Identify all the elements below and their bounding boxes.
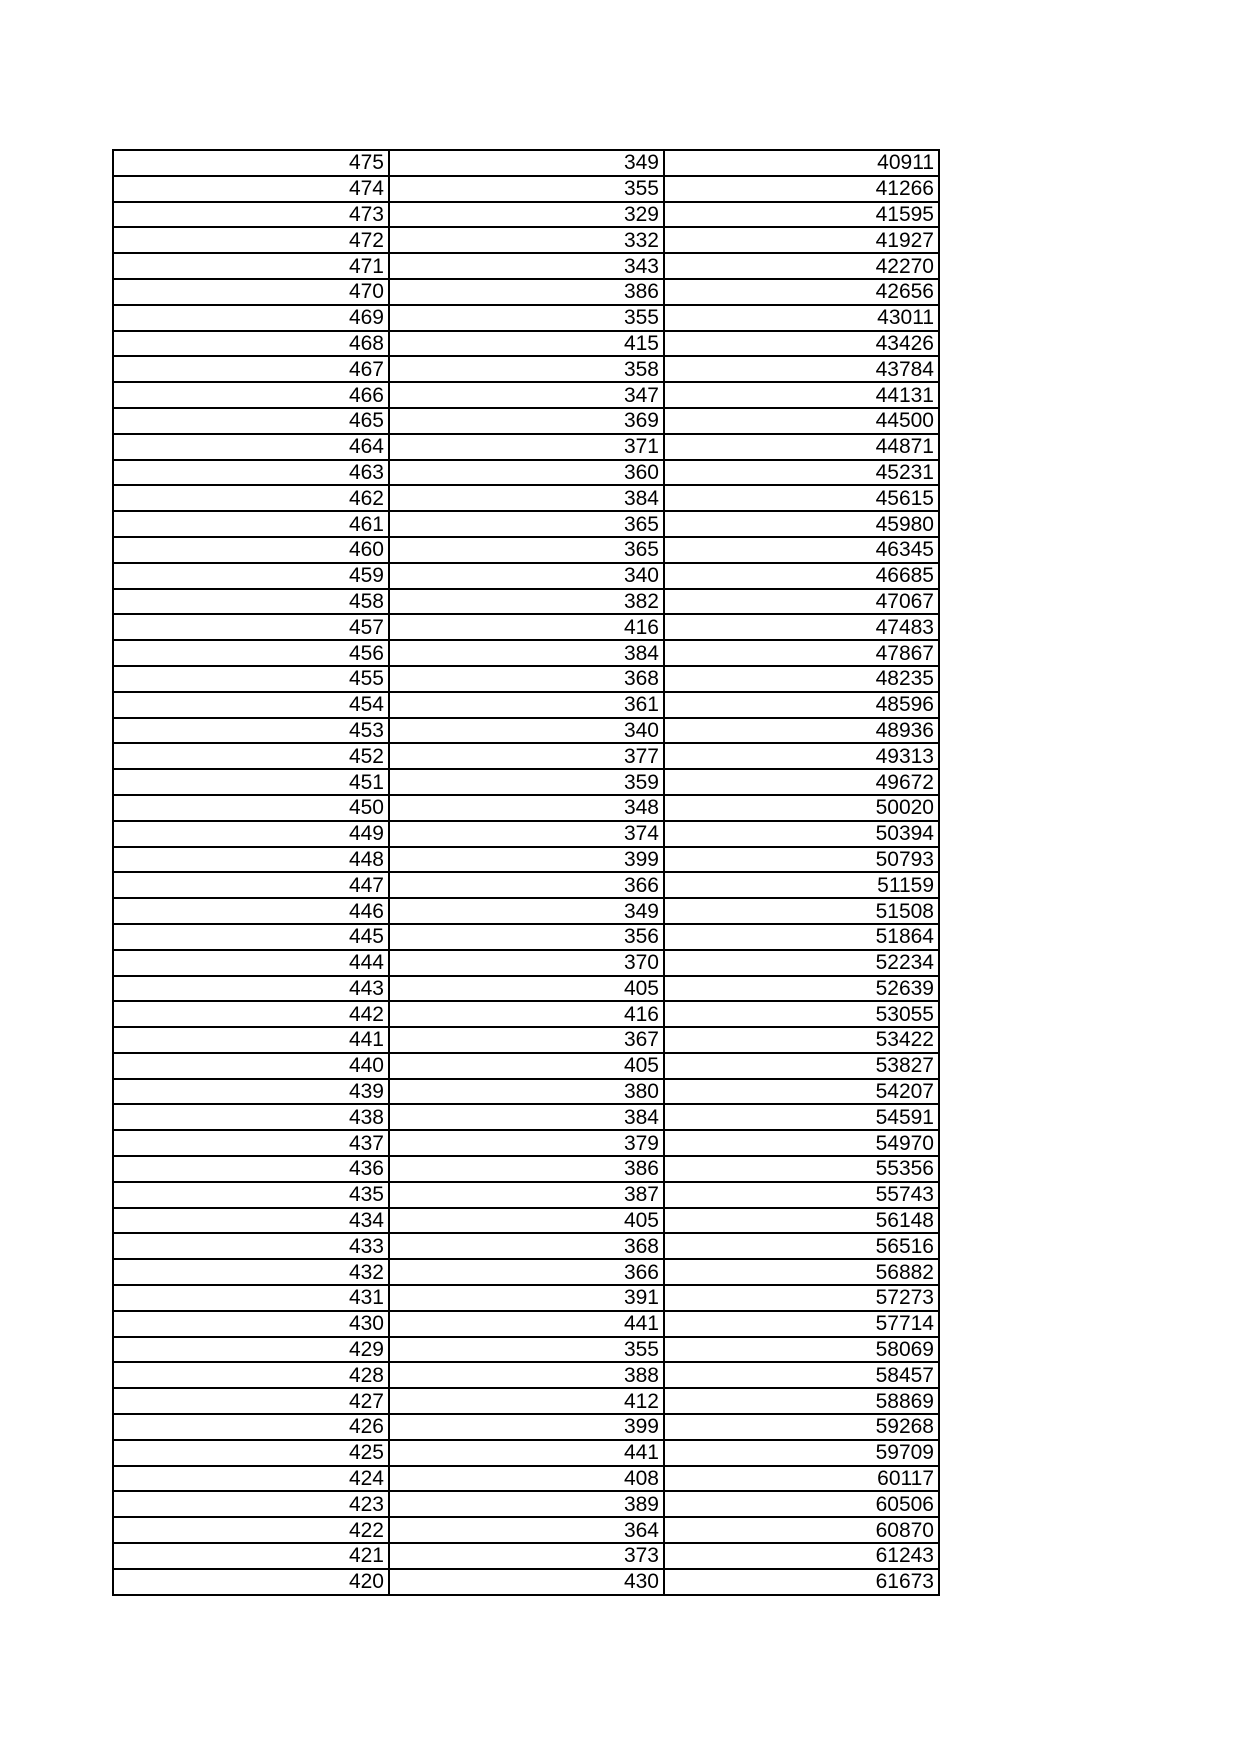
- table-cell: 441: [113, 1027, 389, 1053]
- table-cell: 425: [113, 1440, 389, 1466]
- table-row: [113, 795, 939, 821]
- table-row: [113, 872, 939, 898]
- table-cell: 60117: [664, 1466, 939, 1492]
- table-cell: 373: [389, 1543, 664, 1569]
- table-cell: 440: [113, 1053, 389, 1079]
- table-cell: 51864: [664, 924, 939, 950]
- table-cell: 405: [389, 976, 664, 1002]
- table-cell: 41595: [664, 202, 939, 228]
- table-cell: 355: [389, 305, 664, 331]
- table-row: [113, 227, 939, 253]
- table-cell: 43784: [664, 356, 939, 382]
- table-row: [113, 1156, 939, 1182]
- table-cell: 44871: [664, 434, 939, 460]
- table-cell: 449: [113, 821, 389, 847]
- table-cell: 356: [389, 924, 664, 950]
- table-row: [113, 485, 939, 511]
- table-cell: 435: [113, 1182, 389, 1208]
- table-cell: 365: [389, 511, 664, 537]
- table-cell: 431: [113, 1285, 389, 1311]
- table-row: [113, 202, 939, 228]
- table-row: [113, 976, 939, 1002]
- table-cell: 472: [113, 227, 389, 253]
- table-cell: 55356: [664, 1156, 939, 1182]
- table-cell: 343: [389, 253, 664, 279]
- table-cell: 42270: [664, 253, 939, 279]
- table-cell: 45231: [664, 460, 939, 486]
- table-row: [113, 1104, 939, 1130]
- table-row: [113, 1388, 939, 1414]
- table-cell: 51159: [664, 872, 939, 898]
- table-row: [113, 640, 939, 666]
- table-cell: 442: [113, 1001, 389, 1027]
- table-cell: 370: [389, 950, 664, 976]
- table-cell: 465: [113, 408, 389, 434]
- table-row: [113, 1285, 939, 1311]
- table-cell: 456: [113, 640, 389, 666]
- table-cell: 54591: [664, 1104, 939, 1130]
- table-cell: 56148: [664, 1208, 939, 1234]
- table-row: [113, 1259, 939, 1285]
- table-row: [113, 718, 939, 744]
- table-cell: 432: [113, 1259, 389, 1285]
- table-cell: 427: [113, 1388, 389, 1414]
- table-cell: 50020: [664, 795, 939, 821]
- table-cell: 469: [113, 305, 389, 331]
- table-cell: 458: [113, 589, 389, 615]
- table-cell: 412: [389, 1388, 664, 1414]
- table-cell: 58869: [664, 1388, 939, 1414]
- table-cell: 45615: [664, 485, 939, 511]
- table-cell: 368: [389, 666, 664, 692]
- table-cell: 436: [113, 1156, 389, 1182]
- table-cell: 433: [113, 1233, 389, 1259]
- table-cell: 473: [113, 202, 389, 228]
- table-cell: 41927: [664, 227, 939, 253]
- table-cell: 358: [389, 356, 664, 382]
- table-cell: 470: [113, 279, 389, 305]
- table-cell: 53422: [664, 1027, 939, 1053]
- table-cell: 52234: [664, 950, 939, 976]
- table-cell: 430: [389, 1569, 664, 1595]
- table-row: [113, 1466, 939, 1492]
- table-cell: 457: [113, 614, 389, 640]
- table-row: [113, 1311, 939, 1337]
- table-cell: 348: [389, 795, 664, 821]
- table-cell: 365: [389, 537, 664, 563]
- table-cell: 364: [389, 1517, 664, 1543]
- table-cell: 49672: [664, 769, 939, 795]
- table-cell: 455: [113, 666, 389, 692]
- table-cell: 369: [389, 408, 664, 434]
- table-row: [113, 1001, 939, 1027]
- table-cell: 48235: [664, 666, 939, 692]
- table-cell: 361: [389, 692, 664, 718]
- table-cell: 332: [389, 227, 664, 253]
- table-row: [113, 176, 939, 202]
- table-row: [113, 666, 939, 692]
- table-cell: 374: [389, 821, 664, 847]
- table-cell: 423: [113, 1491, 389, 1517]
- table-cell: 399: [389, 1414, 664, 1440]
- table-cell: 384: [389, 1104, 664, 1130]
- table-cell: 441: [389, 1440, 664, 1466]
- table-cell: 391: [389, 1285, 664, 1311]
- table-cell: 450: [113, 795, 389, 821]
- table-body: [113, 150, 939, 1595]
- table-cell: 471: [113, 253, 389, 279]
- table-cell: 399: [389, 847, 664, 873]
- table-cell: 441: [389, 1311, 664, 1337]
- table-cell: 462: [113, 485, 389, 511]
- table-cell: 46345: [664, 537, 939, 563]
- table-cell: 382: [389, 589, 664, 615]
- table-cell: 451: [113, 769, 389, 795]
- table-cell: 387: [389, 1182, 664, 1208]
- table-row: [113, 1130, 939, 1156]
- table-row: [113, 1414, 939, 1440]
- table-row: [113, 692, 939, 718]
- table-cell: 44500: [664, 408, 939, 434]
- table-row: [113, 1053, 939, 1079]
- table-cell: 347: [389, 382, 664, 408]
- table-cell: 371: [389, 434, 664, 460]
- table-cell: 44131: [664, 382, 939, 408]
- table-cell: 426: [113, 1414, 389, 1440]
- table-cell: 416: [389, 1001, 664, 1027]
- table-cell: 60506: [664, 1491, 939, 1517]
- table-row: [113, 1027, 939, 1053]
- table-row: [113, 743, 939, 769]
- table-cell: 444: [113, 950, 389, 976]
- table-cell: 384: [389, 640, 664, 666]
- table-cell: 368: [389, 1233, 664, 1259]
- table-row: [113, 1440, 939, 1466]
- table-row: [113, 614, 939, 640]
- table-row: [113, 511, 939, 537]
- table-cell: 349: [389, 150, 664, 176]
- table-row: [113, 460, 939, 486]
- table-cell: 452: [113, 743, 389, 769]
- table-cell: 58457: [664, 1362, 939, 1388]
- table-cell: 56882: [664, 1259, 939, 1285]
- table-cell: 384: [389, 485, 664, 511]
- table-cell: 45980: [664, 511, 939, 537]
- table-cell: 467: [113, 356, 389, 382]
- table-cell: 60870: [664, 1517, 939, 1543]
- table-cell: 367: [389, 1027, 664, 1053]
- table-row: [113, 1543, 939, 1569]
- table-row: [113, 408, 939, 434]
- table-cell: 40911: [664, 150, 939, 176]
- table-cell: 57273: [664, 1285, 939, 1311]
- table-cell: 447: [113, 872, 389, 898]
- table-row: [113, 1517, 939, 1543]
- table-cell: 434: [113, 1208, 389, 1234]
- table-cell: 430: [113, 1311, 389, 1337]
- table-row: [113, 1569, 939, 1595]
- table-cell: 349: [389, 898, 664, 924]
- table-cell: 47483: [664, 614, 939, 640]
- table-row: [113, 924, 939, 950]
- table-row: [113, 1208, 939, 1234]
- table-cell: 386: [389, 279, 664, 305]
- table-cell: 53055: [664, 1001, 939, 1027]
- table-row: [113, 847, 939, 873]
- table-cell: 463: [113, 460, 389, 486]
- table-row: [113, 898, 939, 924]
- table-cell: 459: [113, 563, 389, 589]
- table-cell: 405: [389, 1053, 664, 1079]
- table-cell: 405: [389, 1208, 664, 1234]
- table-row: [113, 434, 939, 460]
- table-cell: 360: [389, 460, 664, 486]
- table-cell: 48936: [664, 718, 939, 744]
- table-cell: 461: [113, 511, 389, 537]
- table-row: [113, 950, 939, 976]
- table-cell: 48596: [664, 692, 939, 718]
- table-row: [113, 1182, 939, 1208]
- table-cell: 424: [113, 1466, 389, 1492]
- table-row: [113, 1233, 939, 1259]
- table-cell: 50394: [664, 821, 939, 847]
- table-cell: 50793: [664, 847, 939, 873]
- table-cell: 51508: [664, 898, 939, 924]
- table-cell: 416: [389, 614, 664, 640]
- table-cell: 59268: [664, 1414, 939, 1440]
- table-cell: 443: [113, 976, 389, 1002]
- table-cell: 61673: [664, 1569, 939, 1595]
- table-cell: 460: [113, 537, 389, 563]
- table-row: [113, 589, 939, 615]
- table-cell: 386: [389, 1156, 664, 1182]
- table-cell: 454: [113, 692, 389, 718]
- table-cell: 43011: [664, 305, 939, 331]
- table-cell: 422: [113, 1517, 389, 1543]
- table-cell: 420: [113, 1569, 389, 1595]
- table-cell: 43426: [664, 331, 939, 357]
- table-cell: 379: [389, 1130, 664, 1156]
- table-row: [113, 382, 939, 408]
- table-cell: 468: [113, 331, 389, 357]
- table-cell: 55743: [664, 1182, 939, 1208]
- table-cell: 439: [113, 1079, 389, 1105]
- table-row: [113, 1079, 939, 1105]
- table-cell: 329: [389, 202, 664, 228]
- table-cell: 47867: [664, 640, 939, 666]
- table-cell: 380: [389, 1079, 664, 1105]
- table-cell: 446: [113, 898, 389, 924]
- table-cell: 58069: [664, 1337, 939, 1363]
- table-cell: 366: [389, 872, 664, 898]
- table-row: [113, 356, 939, 382]
- table-row: [113, 305, 939, 331]
- table-row: [113, 1337, 939, 1363]
- table-cell: 377: [389, 743, 664, 769]
- table-cell: 445: [113, 924, 389, 950]
- table-cell: 437: [113, 1130, 389, 1156]
- table-cell: 42656: [664, 279, 939, 305]
- table-cell: 47067: [664, 589, 939, 615]
- table-cell: 355: [389, 176, 664, 202]
- table-cell: 53827: [664, 1053, 939, 1079]
- table-cell: 429: [113, 1337, 389, 1363]
- table-cell: 448: [113, 847, 389, 873]
- table-cell: 340: [389, 718, 664, 744]
- table-cell: 59709: [664, 1440, 939, 1466]
- table-cell: 408: [389, 1466, 664, 1492]
- table-cell: 453: [113, 718, 389, 744]
- table-cell: 46685: [664, 563, 939, 589]
- table-cell: 388: [389, 1362, 664, 1388]
- table-cell: 57714: [664, 1311, 939, 1337]
- table-row: [113, 769, 939, 795]
- table-cell: 54207: [664, 1079, 939, 1105]
- table-row: [113, 821, 939, 847]
- table-cell: 475: [113, 150, 389, 176]
- table-cell: 49313: [664, 743, 939, 769]
- table-cell: 41266: [664, 176, 939, 202]
- table-row: [113, 331, 939, 357]
- table-row: [113, 537, 939, 563]
- table-row: [113, 563, 939, 589]
- table-cell: 52639: [664, 976, 939, 1002]
- table-cell: 464: [113, 434, 389, 460]
- table-cell: 61243: [664, 1543, 939, 1569]
- table-cell: 428: [113, 1362, 389, 1388]
- table-cell: 355: [389, 1337, 664, 1363]
- table-row: [113, 1491, 939, 1517]
- table-row: [113, 150, 939, 176]
- table-cell: 421: [113, 1543, 389, 1569]
- table-cell: 389: [389, 1491, 664, 1517]
- table-cell: 366: [389, 1259, 664, 1285]
- table-cell: 415: [389, 331, 664, 357]
- table-row: [113, 279, 939, 305]
- table-cell: 466: [113, 382, 389, 408]
- table-cell: 54970: [664, 1130, 939, 1156]
- table-cell: 56516: [664, 1233, 939, 1259]
- table-cell: 359: [389, 769, 664, 795]
- table-cell: 340: [389, 563, 664, 589]
- table-row: [113, 1362, 939, 1388]
- data-table: [112, 149, 940, 1596]
- table-cell: 474: [113, 176, 389, 202]
- table-row: [113, 253, 939, 279]
- table-cell: 438: [113, 1104, 389, 1130]
